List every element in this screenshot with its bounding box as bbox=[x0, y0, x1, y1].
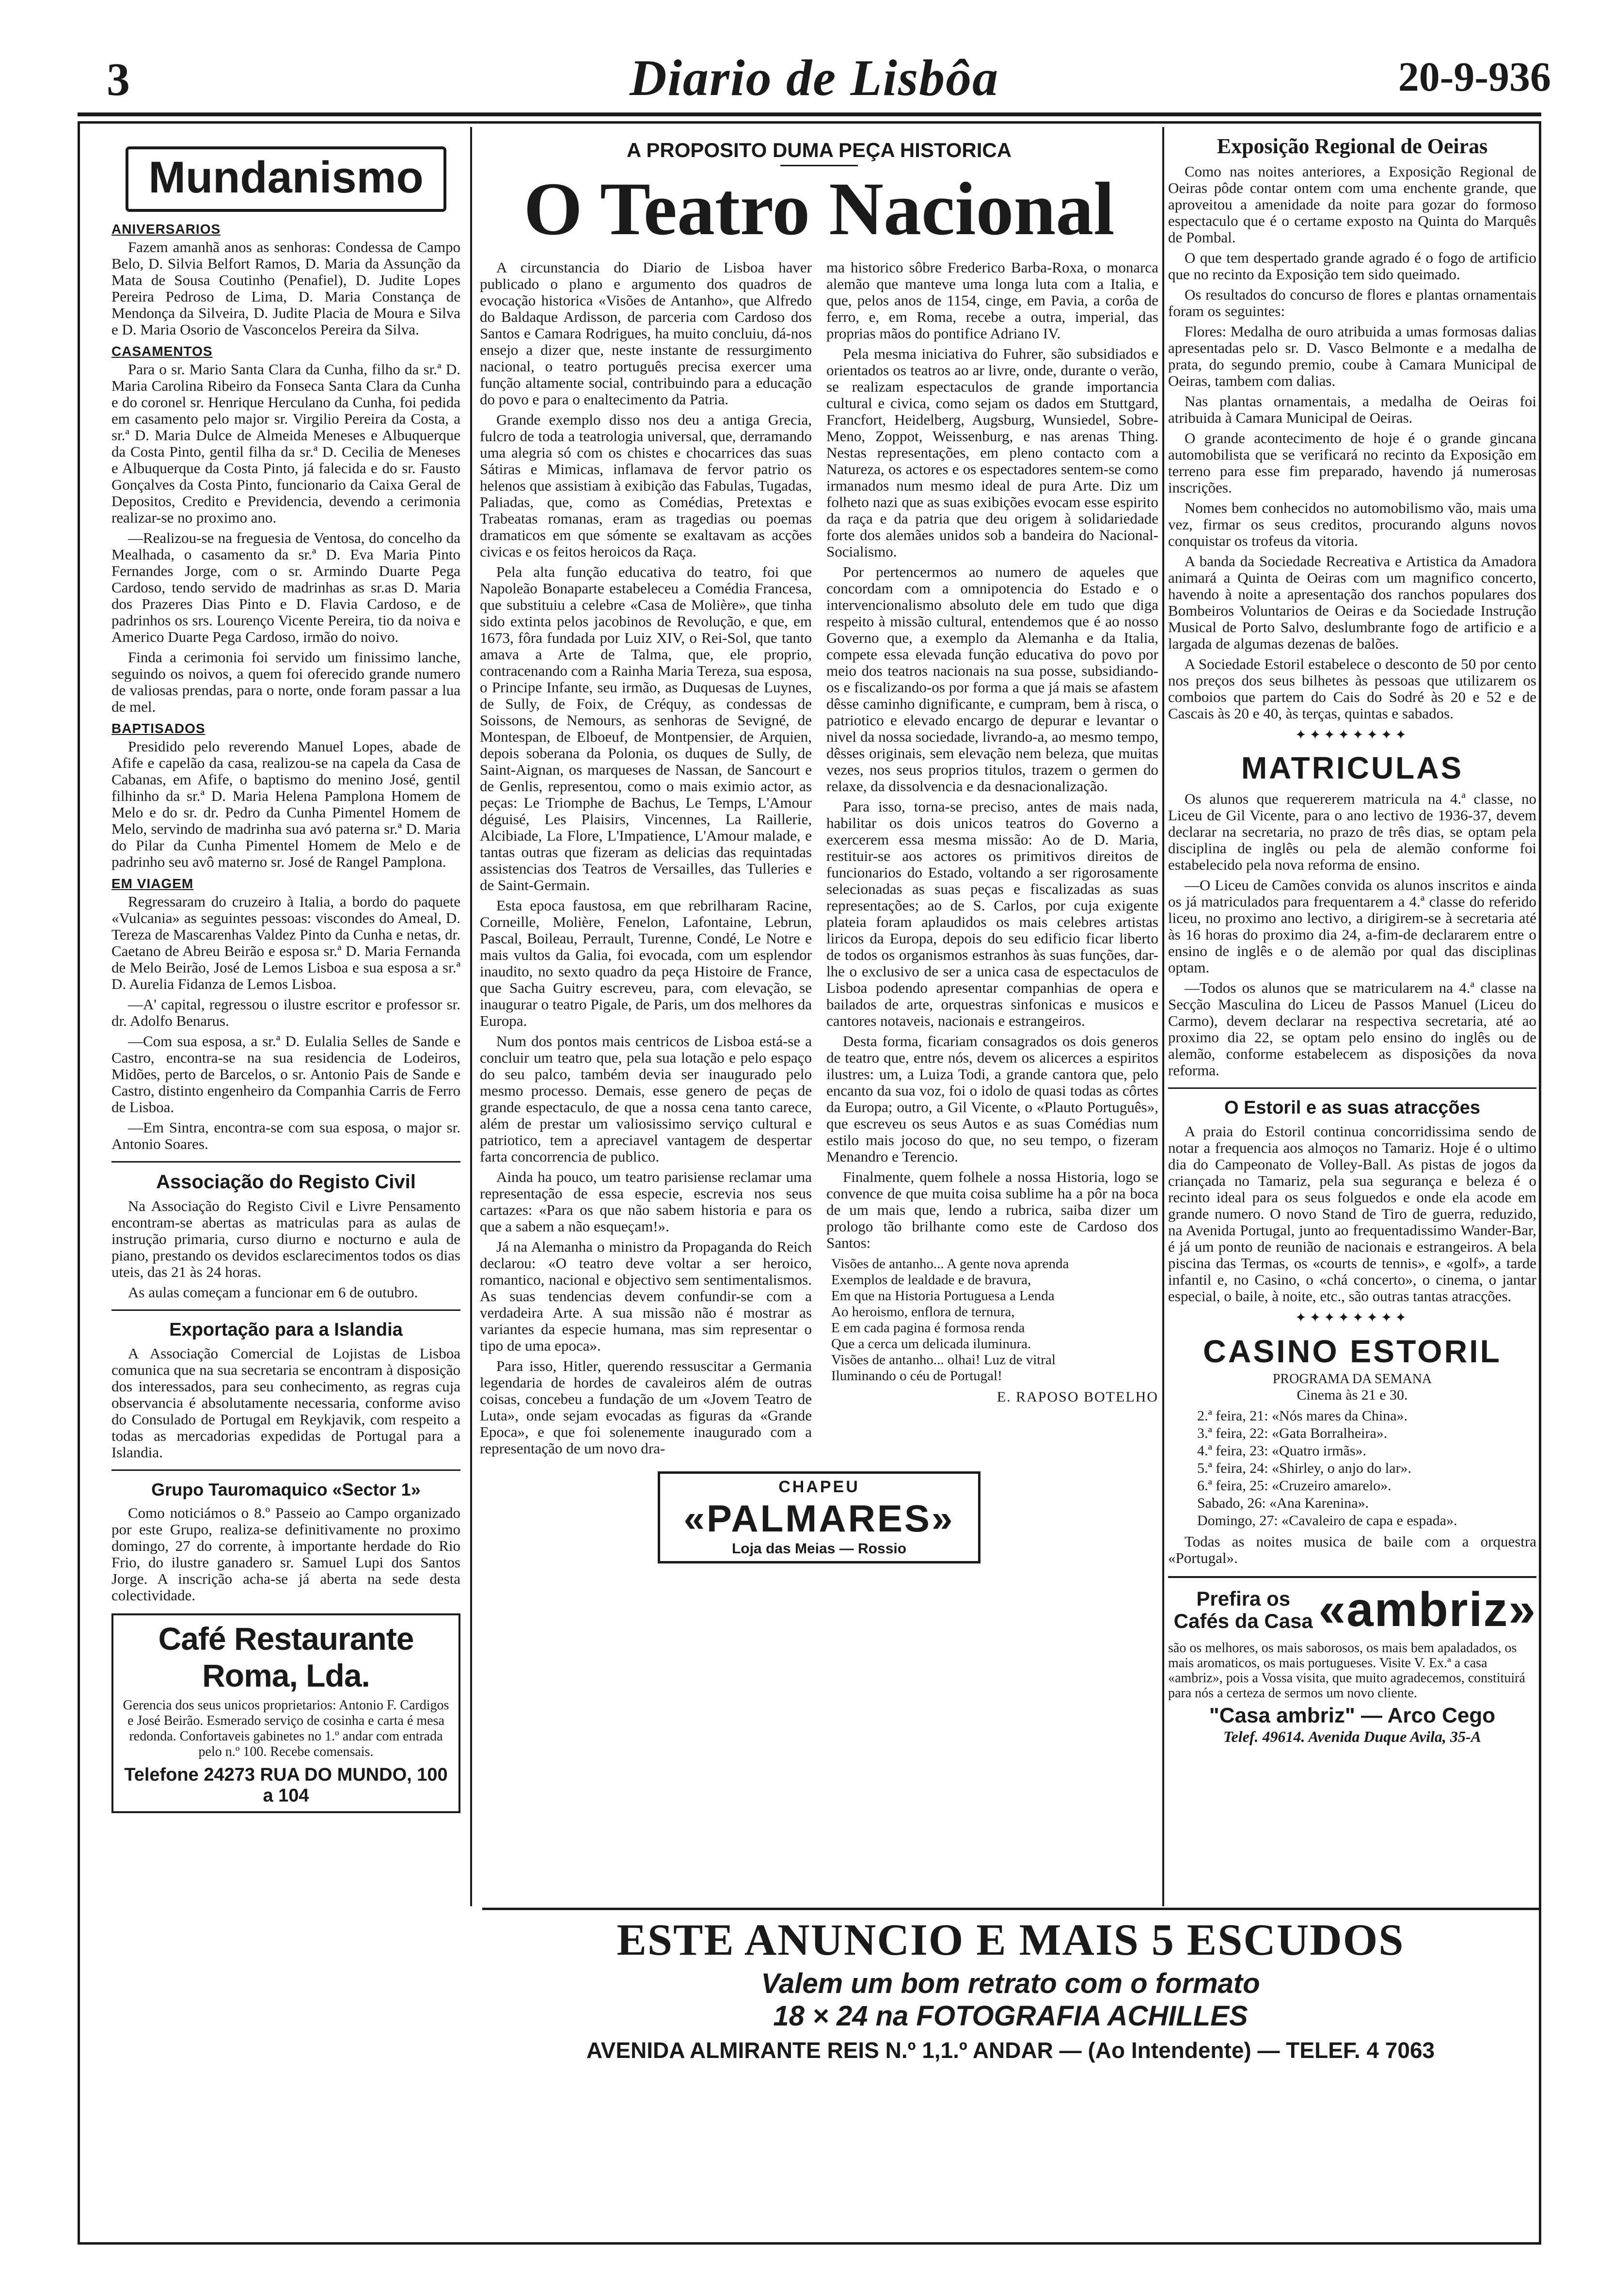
ornament-divider: ✦✦✦✦✦✦✦✦ bbox=[1295, 1310, 1409, 1325]
article-paragraph: Por pertencermos ao numero de aqueles que concordam com a omnipotencia do Estado e o intervencionalismo absoluto dele em tudo que diga respeito à missão cultural, entendemos que é ao nosso Governo que, a exemplo da Alemanha e da Italia, compete essa elevada função educativa do povo por meio dos teatros nacionais na sua posse, subsidiando-os e fiscalizando-os por forma a que já mais se afastem dêsse caminho dignificante, e cumpram, bem à risca, o patriotico e elevado encargo de depurar e levantar o nivel da nossa sociedade, livrando-a, ao mesmo tempo, dêsses originais, sem elevação nem beleza, que muitas vezes, nos seus proprios titulos, trazem o germen do relaxe, da dissolvencia e da desnacionalização. bbox=[826, 563, 1158, 795]
casamentos-paragraph: Finda a cerimonia foi servido um finissimo lanche, seguindo os noivos, a quem foi oferecido grande numero de valiosas prendas, para o norte, onde foram passar a lua de mel. bbox=[111, 649, 460, 715]
casino-program-item: 4.ª feira, 23: «Quatro irmãs». bbox=[1197, 1443, 1367, 1459]
casino-sessions: Cinema às 21 e 30. bbox=[1297, 1387, 1408, 1403]
exposicao-paragraph: A Sociedade Estoril estabelece o desconto de 50 por cento nos preços dos seus bilhetes às pessoas que utilizarem os comboios que partem do Cais do Sodré às 20 e 52 e de Cascais às 20 e 40, às terças, quintas e sabados. bbox=[1168, 655, 1536, 722]
foto-ad-address: AVENIDA ALMIRANTE REIS N.º 1,1.º ANDAR — (Ao Intendente) — TELEF. 4 7063 bbox=[586, 2038, 1435, 2063]
exposicao-paragraph: Nas plantas ornamentais, a medalha de Oeiras foi atribuida à Camara Municipal de Oeiras. bbox=[1168, 393, 1536, 426]
registo-civil-paragraph: As aulas começam a funcionar em 6 de outubro. bbox=[128, 1284, 418, 1301]
aniversarios-text: Fazem amanhã anos as senhoras: Condessa de Campo Belo, D. Silvia Belfort Ramos, D. Maria da Assunção da Mata de Sousa Coutinho (Penafiel), D. Judite Lopes Pereira Pedroso de Lima, D. Maria Constança de Mendonça da Silveira, D. Judite Placia de Moura e Silva e D. Maria Osorio de Vasconcelos Pereira da Silva. bbox=[111, 239, 460, 338]
casino-program-item: 3.ª feira, 22: «Gata Borralheira». bbox=[1197, 1425, 1388, 1441]
palmares-store: Loja das Meias — Rossio bbox=[731, 1540, 907, 1557]
estoril-title: O Estoril e as suas atracções bbox=[1224, 1098, 1481, 1118]
article-body bbox=[480, 259, 1158, 1461]
matriculas-title: MATRICULAS bbox=[1241, 750, 1464, 785]
exposicao-paragraph: Flores: Medalha de ouro atribuida a umas formosas dalias apresentadas pelo sr. D. Vasco Belmonte e a medalha de prata, do segundo premio, coube à Camara Municipal de Oeiras, tambem com dalias. bbox=[1168, 323, 1536, 389]
ambriz-prefira: Prefira os Cafés da Casa bbox=[1173, 1587, 1313, 1632]
poem-line: Em que na Historia Portuguesa a Lenda bbox=[831, 1288, 1055, 1304]
cafe-roma-name: Café Restaurante Roma, Lda. bbox=[158, 1621, 414, 1693]
kicker-rule bbox=[780, 165, 858, 166]
article-paragraph: Num dos pontos mais centricos de Lisboa está-se a concluir um teatro que, pela sua lotação e pelo espaço do seu palco, também devia ser inaugurado pelo mesmo processo. Demais, esse genero de peças de grande espectaculo, de que a nossa cena tanto carece, além de prestar um valiosissimo serviço cultural e patriotico, tem a apreciavel vantagem de despertar farta concorrencia de publico. bbox=[480, 1032, 812, 1165]
article-right-column bbox=[826, 259, 1158, 1461]
poem-line: Que a cerca um delicada iluminura. bbox=[831, 1336, 1031, 1352]
exposicao-paragraph: Como nas noites anteriores, a Exposição Regional de Oeiras pôde contar ontem com uma enchente grande, que aproveitou a amenidade da noite para gozar do formoso espectaculo que é o certame exposto na Quinta do Marquês de Pombal. bbox=[1168, 163, 1536, 246]
casamentos-paragraph: Para o sr. Mario Santa Clara da Cunha, filho da sr.ª D. Maria Carolina Ribeiro da Fonseca Santa Clara da Cunha e do coronel sr. Henrique Herculano da Cunha, foi pedida em casamento pelo major sr. Virgilio Pereira da Costa, a sr.ª D. Maria Dulce de Almeida Meneses e Albuquerque da Costa Pinto, gentil filha da sr.ª D. Cecilia de Meneses e Albuquerque da Costa Pinto, já falecida e do sr. Fausto Gonçalves da Costa Pinto, funcionario da Caixa Geral de Depositos, Credito e Previdencia, devendo a cerimonia realizar-se no proximo ano. bbox=[111, 361, 460, 526]
aniversarios-heading: ANIVERSARIOS bbox=[111, 222, 221, 237]
casino-program-item: 6.ª feira, 25: «Cruzeiro amarelo». bbox=[1197, 1478, 1392, 1494]
section-divider bbox=[111, 1469, 460, 1471]
casamentos-paragraph: —Realizou-se na freguesia de Ventosa, do concelho da Mealhada, o casamento da sr.ª D. Eva Maria Pinto Fernandes Jorge, com o sr. Armindo Duarte Pega Cardoso, tendo servido de madrinhas as sr.as D. Maria dos Prazeres Dias Pinto e D. Flavia Cardoso, e de padrinhos os srs. Lourenço Vicente Pereira, tio da noiva e Americo Duarte Pega Cardoso, irmão do noivo. bbox=[111, 529, 460, 645]
ornament-divider: ✦✦✦✦✦✦✦✦ bbox=[1295, 728, 1409, 743]
cafe-ambriz-advertisement bbox=[1168, 1576, 1536, 1746]
em-viagem-heading: EM VIAGEM bbox=[111, 876, 194, 891]
poem-line: Ao heroismo, enflora de ternura, bbox=[831, 1304, 1015, 1320]
casino-program-item: Domingo, 27: «Cavaleiro de capa e espada». bbox=[1197, 1513, 1457, 1529]
article-paragraph: ma historico sôbre Frederico Barba-Roxa, o monarca alemão que manteve uma longa luta com a Italia, e que, pelos anos de 1154, cinge, em Pavia, a corôa de ferro, e, em Roma, recebe a outra, imperial, das proprias mãos do pontifice Adriano IV. bbox=[826, 258, 1158, 342]
exposicao-title: Exposição Regional de Oeiras bbox=[1217, 134, 1488, 158]
palmares-name: «PALMARES» bbox=[683, 1497, 955, 1540]
section-divider bbox=[111, 1309, 460, 1311]
ambriz-text: são os melhores, os mais saborosos, os mais bem apaladados, os mais aromaticos, os mais portugueses. Visite V. Ex.ª a casa «ambriz», pois a Vossa visita, que muito agradecemos, constituirá para nós a certeza de sermos um novo cliente. bbox=[1168, 1641, 1525, 1701]
section-divider bbox=[1168, 1087, 1536, 1089]
column-teatro-nacional bbox=[480, 127, 1158, 1570]
tauromaquico-text: Como noticiámos o 8.º Passeio ao Campo organizado por este Grupo, realiza-se definitivamente no proximo domingo, 27 do corrente, à importante herdade do Rio Frio, do ilustre ganadero sr. Samuel Lupi dos Santos Jorge. A inscrição acha-se já aberta na sede desta colectividade. bbox=[111, 1504, 460, 1604]
islandia-title: Exportação para a Islandia bbox=[169, 1320, 403, 1340]
baptisados-heading: BAPTISADOS bbox=[111, 721, 206, 736]
column-divider-1 bbox=[470, 127, 472, 1906]
page-number: 3 bbox=[107, 53, 130, 105]
article-headline: O Teatro Nacional bbox=[523, 167, 1115, 251]
header-rule bbox=[78, 112, 1541, 116]
chapeu-palmares-advertisement bbox=[658, 1471, 980, 1563]
baptisados-text: Presidido pelo reverendo Manuel Lopes, abade de Afife e capelão da casa, realizou-se na capela da Casa de Cabanas, em Afife, o baptismo do menino José, gentil filhinho da sr.ª D. Maria Helena Pamplona Homem de Melo e do sr. dr. Pedro da Cunha Pimentel Homem de Melo, servindo de madrinha sua avó paterna sr.ª D. Maria do Pilar da Cunha Pimentel Homem de Melo e de padrinho seu avô materno sr. José de Rangel Pamplona. bbox=[111, 738, 460, 870]
poem-line: Visões de antanho... olhai! Luz de vitral bbox=[831, 1352, 1056, 1368]
poem-line: E em cada pagina é formosa renda bbox=[831, 1320, 1025, 1336]
em-viagem-paragraph: Regressaram do cruzeiro à Italia, a bordo do paquete «Vulcania» as seguintes pessoas: viscondes do Ameal, D. Tereza de Mascarenhas Valdez Pinto da Cunha e netas, dr. Caetano de Abreu Beirão e esposa sr.ª D. Maria Fernanda de Melo Beirão, José de Lemos Lisboa e sua esposa a sr.ª D. Aurelia Fidanza de Lemos Lisboa. bbox=[111, 893, 460, 992]
article-paragraph: Desta forma, ficariam consagrados os dois generos de teatro que, entre nós, devem os alicerces a espiritos ilustres: um, a Luiza Todi, a grande cantora que, pelo encanto da sua voz, foi o idolo de quasi todas as côrtes da Europa; outro, a Gil Vicente, o «Plauto Português», que escreveu os seus Autos e as suas Comédias num estilo mais jocoso do que, no seu tempo, o fizeram Menandro e Terencio. bbox=[826, 1032, 1158, 1165]
cafe-roma-advertisement bbox=[111, 1613, 460, 1813]
fotografia-achilles-advertisement bbox=[482, 1908, 1539, 2065]
column-mundanismo bbox=[111, 127, 460, 1813]
article-paragraph: Para isso, torna-se preciso, antes de mais nada, habilitar os dois unicos teatros do Governo a exercerem essa mesma missão: Ao de D. Maria, restituir-se aos actores os primitivos direitos de funcionarios do Estado, voltando a ser rigorosamente selecionadas as suas peças e fiscalizadas as suas representações; ao de S. Carlos, por cuja exigente plateia foram aplaudidos os mais celebres artistas liricos da Europa, depois do seu edificio ficar liberto de todos os organismos estranhos às suas funções, dar-lhe o exclusivo de ser a unica casa de espectaculos de Lisboa podendo apresentar companhias de opera e bailados de arte, orquestras sinfonicas e musicos e cantores notaveis, nacionais e estrangeiros. bbox=[826, 797, 1158, 1029]
foto-ad-headline: ESTE ANUNCIO E MAIS 5 ESCUDOS bbox=[617, 1915, 1405, 1964]
article-paragraph: Pela mesma iniciativa do Fuhrer, são subsidiados e orientados os teatros ao ar livre, onde, durante o verão, se realizam espectaculos de grande importancia cultural e civica, como sejam os dados em Stuttgard, Francfort, Heidelberg, Augsburg, Wunsiedel, Sobre-Meno, Zoppot, Weissenburg, e nas arenas Thing. Nestas representações, em pleno contacto com a Natureza, os actores e os espectadores sentem-se como irmanados num mesmo ideal de pura Arte. Diz um folheto nazi que as suas exibições evocam esse espirito da raça e da patria que deu origem à solidariedade forte dos alemães unidos sob a bandeira do Nacional-Socialismo. bbox=[826, 345, 1158, 560]
article-paragraph: Grande exemplo disso nos deu a antiga Grecia, fulcro de toda a teatrologia universal, que, derramando uma alegria só com os chistes e chocarrices das suas Sátiras e Mimicas, inflamava de fervor patrio os helenos que assistiam à exibição das Fabulas, Tugadas, Paliadas, que, como as Comédias, Pretextas e Trabeatas romanas, eram as tragedias ou poemas dramaticos em que sómente se exaltavam as acções civicas e os feitos heroicos da Raça. bbox=[480, 411, 812, 560]
exposicao-paragraph: A banda da Sociedade Recreativa e Artistica da Amadora animará a Quinta de Oeiras com um magnifico concerto, havendo à noite a apresentação dos ranchos populares dos Bombeiros Voluntarios de Oeiras e da Sociedade Instrução Musical de Porto Salvo, deslumbrante fogo de artificio e a largada de algumas dezenas de balões. bbox=[1168, 553, 1536, 652]
foto-ad-line: Valem um bom retrato com o formato bbox=[761, 1968, 1260, 1999]
article-paragraph: Esta epoca faustosa, em que rebrilharam Racine, Corneille, Molière, Fenelon, Lafontaine, Lebrun, Pascal, Boileau, Perrault, Turenne, Condé, Le Notre e mais vultos da Galia, foi evocada, com um esplendor inaudito, no sexto quadro da peça Histoire de France, que Sacha Guitry escreveu, para, com elevação, se inaugurar o teatro Pigale, de Paris, um dos melhores da Europa. bbox=[480, 896, 812, 1029]
ambriz-header bbox=[1168, 1582, 1536, 1638]
cafe-roma-contact: Telefone 24273 RUA DO MUNDO, 100 a 104 bbox=[124, 1765, 448, 1806]
ambriz-address: Telef. 49614. Avenida Duque Avila, 35-A bbox=[1223, 1728, 1482, 1745]
column-divider-2 bbox=[1162, 127, 1164, 1906]
article-paragraph: Finalmente, quem folhele a nossa Historia, logo se convence de que muita coisa sublime ha a pôr na boca de um mais que, lendo a rubrica, saiba dizer um prologo tão brilhante como este de Cardoso dos Santos: bbox=[826, 1168, 1158, 1251]
cafe-roma-text: Gerencia dos seus unicos proprietarios: Antonio F. Cardigos e José Beirão. Esmerado serviço de cosinha e carta é mesa redonda. Confortaveis gabinetes no 1.º andar com entrada pelo n.º 100. Recebe comensais. bbox=[123, 1698, 449, 1759]
casino-program-item: Sabado, 26: «Ana Karenina». bbox=[1197, 1495, 1369, 1511]
casino-program-item: 2.ª feira, 21: «Nós mares da China». bbox=[1197, 1408, 1408, 1424]
em-viagem-paragraph: —Com sua esposa, a sr.ª D. Eulalia Selles de Sande e Castro, encontra-se na sua residencia de Lodeiros, Midões, perto de Barcelos, o sr. Antonio Pais de Sande e Castro, distinto engenheiro da Companhia Carris de Ferro de Lisboa. bbox=[111, 1033, 460, 1116]
ambriz-store: "Casa ambriz" — Arco Cego bbox=[1209, 1704, 1496, 1727]
casino-program-subtitle: PROGRAMA DA SEMANA bbox=[1272, 1371, 1432, 1387]
article-signature: E. RAPOSO BOTELHO bbox=[996, 1388, 1158, 1405]
registo-civil-paragraph: Na Associação do Registo Civil e Livre Pensamento encontram-se abertas as matriculas para as aulas de instrução primaria, curso diurno e nocturno e aula de piano, prestando os devidos esclarecimentos todos os dias uteis, das 21 às 24 horas. bbox=[111, 1197, 460, 1280]
column-right bbox=[1168, 127, 1536, 1746]
matriculas-paragraph: —O Liceu de Camões convida os alunos inscritos e ainda os já matriculados para frequentarem a 4.ª classe do referido liceu, no proximo ano lectivo, a dirigirem-se à secretaria até às 16 horas do proximo dia 24, a-fim-de declararem entre o ensino de inglês e o de alemão por qual das disciplinas optam. bbox=[1168, 877, 1536, 976]
casino-estoril-title: CASINO ESTORIL bbox=[1203, 1333, 1502, 1369]
exposicao-paragraph: O grande acontecimento de hoje é o grande gincana automobilista que se verificará no recinto da Exposição em terreno para esse fim preparado, havendo já numerosas inscrições. bbox=[1168, 430, 1536, 496]
article-left-column bbox=[480, 259, 812, 1461]
em-viagem-paragraph: —Em Sintra, encontra-se com sua esposa, o major sr. Antonio Soares. bbox=[111, 1119, 460, 1152]
article-paragraph: A circunstancia do Diario de Lisboa haver publicado o plano e argumento dos quadros de evocação historica «Visões de Antanho», que Alfredo do Baldaque Ardisson, de parceria com Cardoso dos Santos e Camara Rodrigues, ha muito concluiu, dá-nos ensejo a dizer que, neste instante de ressurgimento nacional, o teatro português precisa exercer uma função altamente social, contribuindo para a educação do povo e para o enaltecimento da Patria. bbox=[480, 258, 812, 408]
article-poem bbox=[831, 1256, 1158, 1384]
article-paragraph: Para isso, Hitler, querendo ressuscitar a Germania legendaria de hordes de cavaleiros além de outras coisas, concebeu a fundação de um «Jovem Teatro de Luta», onde sejam evocadas as figuras da «Grande Epoca», e que foi solenemente inaugurado com a representação de um novo dra- bbox=[480, 1357, 812, 1457]
ambriz-brand: «ambriz» bbox=[1318, 1582, 1536, 1637]
newspaper-masthead: Diario de Lisbôa bbox=[629, 49, 999, 106]
matriculas-paragraph: Os alunos que requererem matricula na 4.ª classe, no Liceu de Gil Vicente, para o ano lectivo de 1936-37, devem declarar na secretaria, no prazo de três dias, se optam pela disciplina de inglês ou pela de alemão conforme foi estabelecido pela nova reforma de ensino. bbox=[1168, 790, 1536, 873]
casino-note: Todas as noites musica de baile com a orquestra «Portugal». bbox=[1168, 1533, 1536, 1566]
poem-line: Exemplos de lealdade e de bravura, bbox=[831, 1272, 1031, 1288]
article-paragraph: Pela alta função educativa do teatro, foi que Napoleão Bonaparte estabeleceu a Comédia Francesa, que substituiu a celebre «Casa de Molière», que tinha sido extinta pelos jacobinos de Revolução, e que, em 1673, fôra fundada por Luiz XIV, o Rei-Sol, que tanto amava a Arte de Talma, que, ele proprio, contracenando com a Rainha Maria Tereza, sua esposa, o Principe Infante, seu irmão, as Duquesas de Luynes, de Sully, de Foix, de Créquy, as condessas de Soissons, de Nemours, as senhoras de Sevigné, de Montespan, de Elboeuf, de Montpensier, de Arquien, depois soberana da Polonia, os duques de Sully, de Saint-Aignan, os marqueses de Nassan, de Sancourt e de Genlis, representou, como o mais eximio actor, as peças: Le Triomphe de Bachus, Le Temps, L'Amour déguisé, Les Plaisirs, Vincennes, La Raillerie, Alcibiade, La Flore, L'Impatience, L'Amour malade, e tantas outras que fizeram as delicias das requintadas assistencias dos Teatros de Versailles, das Tulleries e de Saint-Germain. bbox=[480, 563, 812, 893]
em-viagem-paragraph: —A' capital, regressou o ilustre escritor e professor sr. dr. Adolfo Benarus. bbox=[111, 996, 460, 1029]
article-paragraph: Já na Alemanha o ministro da Propaganda do Reich declarou: «O teatro deve voltar a ser heroico, romantico, nacional e objectivo sem sentimentalismos. As suas tendencias devem confundir-se com a verdadeira Arte. A sua missão não é mostrar as variantes da especie humana, mas sim representar o tipo de uma epoca». bbox=[480, 1238, 812, 1354]
registo-civil-title: Associação do Registo Civil bbox=[156, 1171, 416, 1193]
exposicao-paragraph: O que tem despertado grande agrado é o fogo de artificio que no recinto da Exposição tem sido queimado. bbox=[1168, 249, 1536, 283]
poem-line: Iluminando o céu de Portugal! bbox=[831, 1368, 1002, 1384]
article-paragraph: Ainda ha pouco, um teatro parisiense reclamar uma representação de essa especie, escrevia nos seus cartazes: «Para os que não sabem historia e para os que a sabem a não esqueçam!». bbox=[480, 1168, 812, 1235]
article-kicker: A PROPOSITO DUMA PEÇA HISTORICA bbox=[626, 139, 1012, 161]
section-title-mundanismo: Mundanismo bbox=[126, 146, 446, 212]
section-divider bbox=[111, 1161, 460, 1163]
issue-date: 20-9-936 bbox=[1398, 53, 1551, 100]
tauromaquico-title: Grupo Tauromaquico «Sector 1» bbox=[151, 1480, 421, 1499]
poem-line: Visões de antanho... A gente nova aprenda bbox=[831, 1256, 1069, 1272]
exposicao-paragraph: Nomes bem conhecidos no automobilismo vão, mais uma vez, firmar os seus creditos, procurando alguns novos conquistar os trofeus da vitoria. bbox=[1168, 499, 1536, 549]
page-header bbox=[63, 48, 1566, 112]
foto-ad-line: 18 × 24 na FOTOGRAFIA ACHILLES bbox=[773, 2000, 1248, 2032]
matriculas-paragraph: —Todos os alunos que se matricularem na 4.ª classe na Secção Masculina do Liceu de Passos Manuel (Liceu do Carmo), devem declarar na respectiva secretaria, até ao proximo dia 22, se optam pelo ensino do inglês ou de alemão, conforme estabelecem as disposições da nova reforma. bbox=[1168, 979, 1536, 1079]
exposicao-paragraph: Os resultados do concurso de flores e plantas ornamentais foram os seguintes: bbox=[1168, 286, 1536, 319]
casamentos-heading: CASAMENTOS bbox=[111, 344, 213, 359]
casino-program-item: 5.ª feira, 24: «Shirley, o anjo do lar». bbox=[1197, 1460, 1412, 1476]
estoril-text: A praia do Estoril continua concorridissima sendo de notar a frequencia aos almoços no Tamariz. Hoje é o ultimo dia do Campeonato de Volley-Ball. As pistas de jogos da criançada no Tamariz, pela sua segurança e beleza é o recinto ideal para os seus folguedos e onde ela acode em grande numero. O novo Stand de Tiro de guerra, reduzido, na Avenida Portugal, junto ao frequentadissimo Wander-Bar, é já um ponto de reunião de nacionais e estrangeiros. A bela piscina das Termas, os «courts de tennis», e «golf», a tarde infantil e, no Casino, o «chá concerto», o cinema, o jantar especial, o baile, à noite, etc., são outras tantas atracções. bbox=[1168, 1123, 1536, 1305]
islandia-text: A Associação Comercial de Lojistas de Lisboa comunica que na sua secretaria se encontram à disposição dos interessados, para seu conhecimento, as regras cuja observancia é absolutamente necessaria, conforme aviso do Consulado de Portugal em Reykjavik, com respeito a todas as mercadorias expedidas de Portugal para a Islandia. bbox=[111, 1345, 460, 1461]
chapeu-label: CHAPEU bbox=[778, 1477, 860, 1496]
